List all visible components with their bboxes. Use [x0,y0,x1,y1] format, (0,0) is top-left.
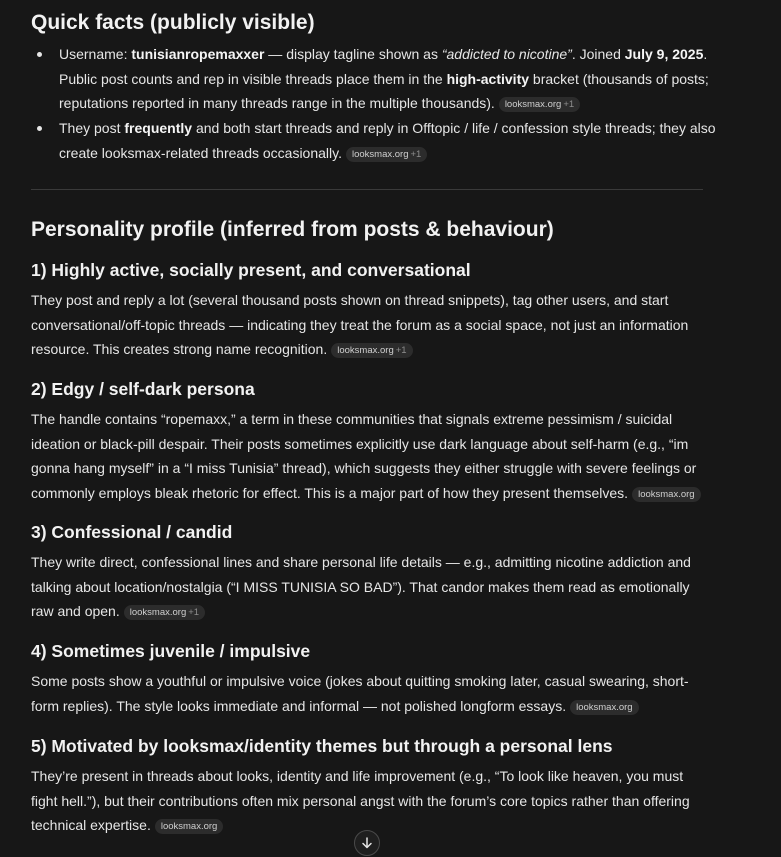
source-label: looksmax.org [638,488,695,500]
source-chip[interactable] [124,605,205,620]
text: They write direct, confessional lines and share personal life details — e.g., admitting nicotine addiction and talking about location/nostalgia (“I MISS TUNISIA SO BAD”). That candor makes them read as emotionally raw and open. [31,554,691,619]
scroll-to-bottom-button[interactable] [354,830,380,856]
source-chip[interactable] [331,343,412,358]
section-5 [31,734,703,838]
source-chip[interactable] [499,97,580,112]
source-label: looksmax.org [576,701,633,713]
source-extra: +1 [410,148,422,160]
list-item [59,42,731,116]
text: . Joined [571,46,625,62]
section-title: 2) Edgy / self-dark persona [31,379,255,399]
source-label: looksmax.org [129,607,187,618]
section-1 [31,258,703,362]
source-chip[interactable] [632,487,701,502]
source-extra: +1 [188,607,200,618]
text: The handle contains “ropemaxx,” a term in these communities that signals extreme pessimism / suicidal ideation or black-pill despair. Their posts sometimes explicitly use dark language about self-harm (e.g., “im gonna hang myself” in a “I miss Tunisia” thread), which suggests they either struggle with severe feelings or commonly employs bleak rhetoric for effect. This is a major part of how they present themselves. [31,411,697,501]
section-3 [31,520,703,624]
source-label: looksmax.org [352,148,409,160]
arrow-down-icon [360,836,374,850]
text: They post and reply a lot (several thousand posts shown on thread snippets), tag other users, and start conversational/off-topic threads — indicating they treat the forum as a social space, not just an information resource. This creates strong name recognition. [31,292,689,357]
source-extra: +1 [395,345,407,356]
text: They’re present in threads about looks, identity and life improvement (e.g., “To look like heaven, you must fight hell.”), but their contributions often mix personal angst with the forum’s core topics rather than offering technical expertise. [31,768,690,833]
text: Some posts show a youthful or impulsive voice (jokes about quitting smoking later, casual swearing, short-form replies). The style looks immediate and informal — not polished longform essays. [31,673,689,714]
source-label: looksmax.org [160,821,218,832]
text: Username: [59,46,132,62]
section-body [31,407,703,505]
quick-facts-heading: Quick facts (publicly visible) [31,11,315,34]
source-chip[interactable] [570,700,639,715]
profile-heading: Personality profile (inferred from posts & behaviour) [31,218,554,241]
activity-bracket: high-activity [446,70,530,87]
text: and both start threads and reply in Offtopic / life / confession style threads; they also create looksmax-related threads occasionally. [59,120,716,161]
list-item [59,116,731,165]
divider [31,189,703,190]
text: They post [59,120,125,136]
section-title: 3) Confessional / candid [31,522,233,542]
section-body [31,550,703,624]
username: tunisianropemaxxer [131,46,265,62]
source-label: looksmax.org [337,345,394,356]
source-chip[interactable] [155,819,224,834]
text: bracket (thousands of posts; reputations reported in many threads range in the multiple thousands). [59,70,709,111]
frequency: frequently [124,120,193,136]
section-body [31,669,703,718]
text: — display tagline shown as [264,46,442,62]
join-date: July 9, 2025 [624,46,704,62]
source-extra: +1 [563,99,575,110]
quick-facts-list [31,42,731,165]
section-title: 4) Sometimes juvenile / impulsive [31,641,311,661]
section-body [31,288,703,362]
source-label: looksmax.org [504,99,562,110]
section-4 [31,639,703,718]
section-body [31,764,703,838]
section-2 [31,377,703,505]
section-title: 1) Highly active, socially present, and conversational [31,260,471,280]
source-chip[interactable] [346,147,427,162]
tagline: “addicted to nicotine” [441,46,572,62]
section-title: 5) Motivated by looksmax/identity themes but through a personal lens [31,736,613,756]
text: . Public post counts and rep in visible threads place them in the [59,46,708,87]
